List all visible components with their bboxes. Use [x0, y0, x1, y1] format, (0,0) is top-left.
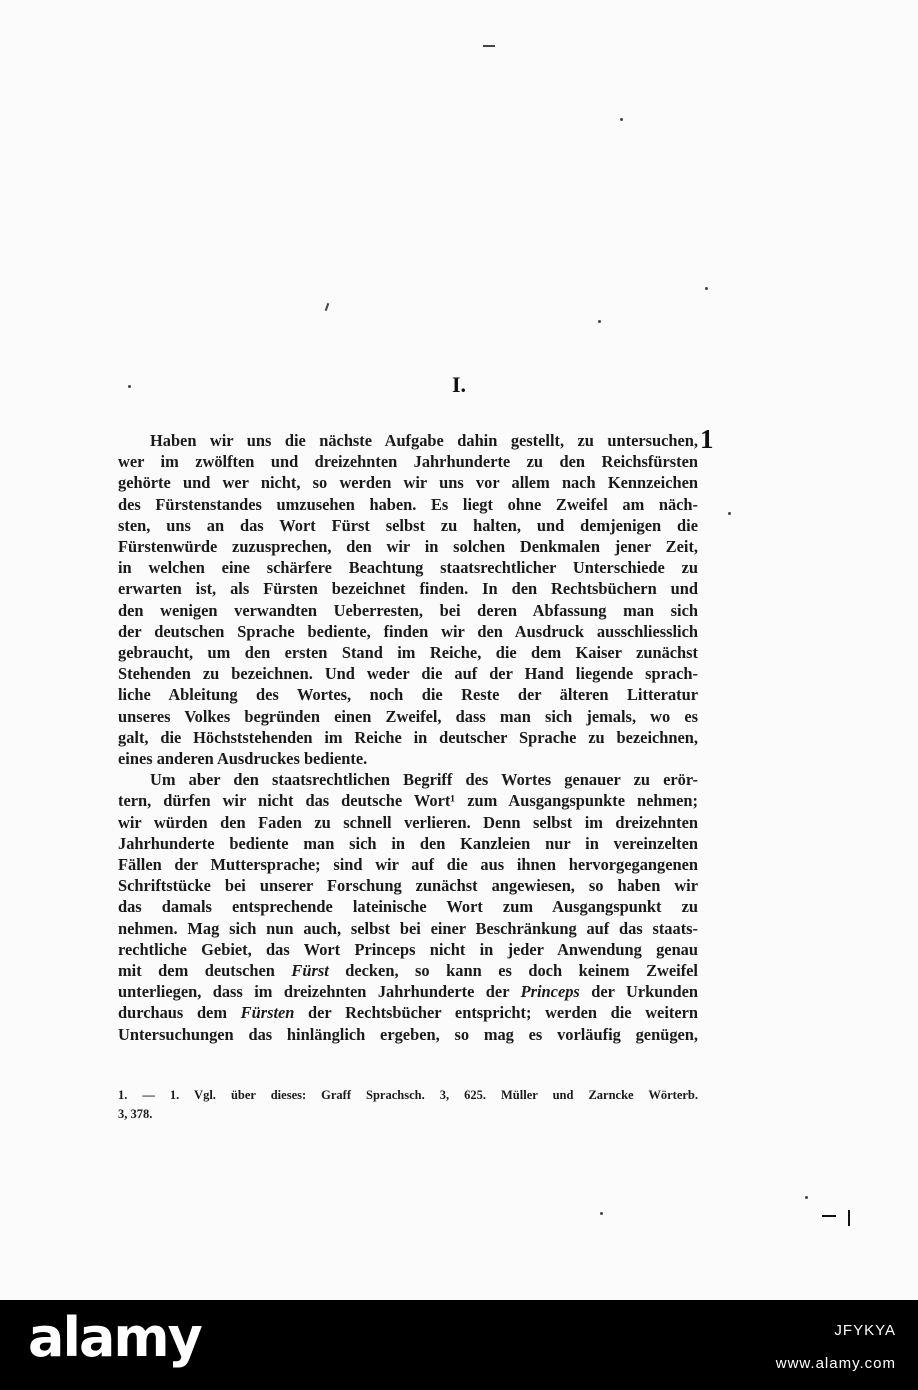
- text-fragment: unterliegen, dass im dreizehnten Jahrhunderte der: [118, 982, 521, 1002]
- text-line: den wenigen verwandten Ueberresten, bei deren Abfassung man sich: [118, 600, 698, 620]
- scan-edge-mark: [848, 1210, 850, 1226]
- text-line: Fürstenwürde zuzusprechen, den wir in solchen Denkmalen jener Zeit,: [118, 537, 698, 557]
- scan-speck: [598, 320, 601, 323]
- text-fragment: decken, so kann es doch keinem Zweifel: [328, 961, 698, 981]
- text-line: tern, dürfen wir nicht das deutsche Wort¹ zum Ausgangspunkte nehmen;: [118, 791, 698, 811]
- italic-word: Princeps: [520, 982, 580, 1002]
- text-line: wer im zwölften und dreizehnten Jahrhunderte zu den Reichsfürsten: [118, 452, 698, 472]
- text-line: liche Ableitung des Wortes, noch die Reste der älteren Litteratur: [118, 685, 698, 705]
- scan-speck: [620, 118, 623, 121]
- text-line: galt, die Höchststehenden im Reiche in deutscher Sprache zu bezeichnen,: [118, 727, 698, 747]
- scan-speck: [728, 512, 731, 515]
- text-line: [118, 981, 698, 1002]
- scan-speck: [600, 1212, 603, 1215]
- italic-word: Fürsten: [240, 1003, 295, 1023]
- scan-speck: [705, 287, 708, 290]
- scan-edge-mark: [822, 1215, 836, 1217]
- alamy-logo: alamy: [28, 1306, 201, 1369]
- text-line: erwarten ist, als Fürsten bezeichnet finden. In den Rechtsbüchern und: [118, 579, 698, 599]
- text-fragment: der Urkunden: [579, 982, 698, 1002]
- text-line: Stehenden zu bezeichnen. Und weder die auf der Hand liegende sprach-: [118, 664, 698, 684]
- italic-word: Fürst: [291, 961, 329, 981]
- text-fragment: mit dem deutschen: [118, 961, 292, 981]
- text-line: das damals entsprechende lateinische Wort zum Ausgangspunkt zu: [118, 897, 698, 917]
- text-line: Schriftstücke bei unserer Forschung zunächst angewiesen, so haben wir: [118, 876, 698, 896]
- text-line: nehmen. Mag sich nun auch, selbst bei einer Beschränkung auf das staats-: [118, 918, 698, 938]
- text-line: Fällen der Muttersprache; sind wir auf die aus ihnen hervorgegangenen: [118, 855, 698, 875]
- margin-number: 1: [700, 424, 714, 454]
- scan-speck: [325, 303, 330, 311]
- text-line: der deutschen Sprache bediente, finden wir den Ausdruck ausschliesslich: [118, 621, 698, 641]
- body-text: [118, 430, 698, 1045]
- image-id-label: JFYKYA: [834, 1322, 896, 1339]
- text-fragment: durchaus dem: [118, 1003, 241, 1023]
- text-line: gebraucht, um den ersten Stand im Reiche, die dem Kaiser zunächst: [118, 643, 698, 663]
- text-line: eines anderen Ausdruckes bediente.: [118, 749, 368, 769]
- scan-speck: [483, 45, 495, 47]
- footnote: [118, 1086, 698, 1124]
- text-line: unseres Volkes begründen einen Zweifel, dass man sich jemals, wo es: [118, 706, 698, 726]
- text-line: Jahrhunderte bediente man sich in den Kanzleien nur in vereinzelten: [118, 833, 698, 853]
- chapter-heading: I.: [451, 372, 467, 397]
- site-url-label: www.alamy.com: [775, 1355, 896, 1372]
- text-line: [118, 960, 698, 981]
- text-line: [118, 1002, 698, 1023]
- text-line: des Fürstenstandes umzusehen haben. Es liegt ohne Zweifel am näch-: [118, 494, 698, 514]
- text-line: Haben wir uns die nächste Aufgabe dahin gestellt, zu untersuchen,: [150, 431, 698, 450]
- text-line: sten, uns an das Wort Fürst selbst zu halten, und demjenigen die: [118, 515, 698, 535]
- text-line: rechtliche Gebiet, das Wort Princeps nicht in jeder Anwendung genau: [118, 939, 698, 959]
- text-line: wir würden den Faden zu schnell verlieren. Denn selbst im dreizehnten: [118, 812, 698, 832]
- footnote-line: 3, 378.: [118, 1107, 153, 1121]
- text-line: in welchen eine schärfere Beachtung staatsrechtlicher Unterschiede zu: [118, 558, 698, 578]
- text-fragment: der Rechtsbücher entspricht; werden die weitern: [294, 1003, 698, 1023]
- footnote-line: 1. — 1. Vgl. über dieses: Graff Sprachsch. 3, 625. Müller und Zarncke Wörterb.: [118, 1088, 698, 1102]
- scan-speck: [805, 1196, 808, 1199]
- text-line: Untersuchungen das hinlänglich ergeben, so mag es vorläufig genügen,: [118, 1024, 698, 1044]
- text-line: gehörte und wer nicht, so werden wir uns vor allem nach Kennzeichen: [118, 473, 698, 493]
- text-line: Um aber den staatsrechtlichen Begriff des Wortes genauer zu erör-: [150, 770, 698, 790]
